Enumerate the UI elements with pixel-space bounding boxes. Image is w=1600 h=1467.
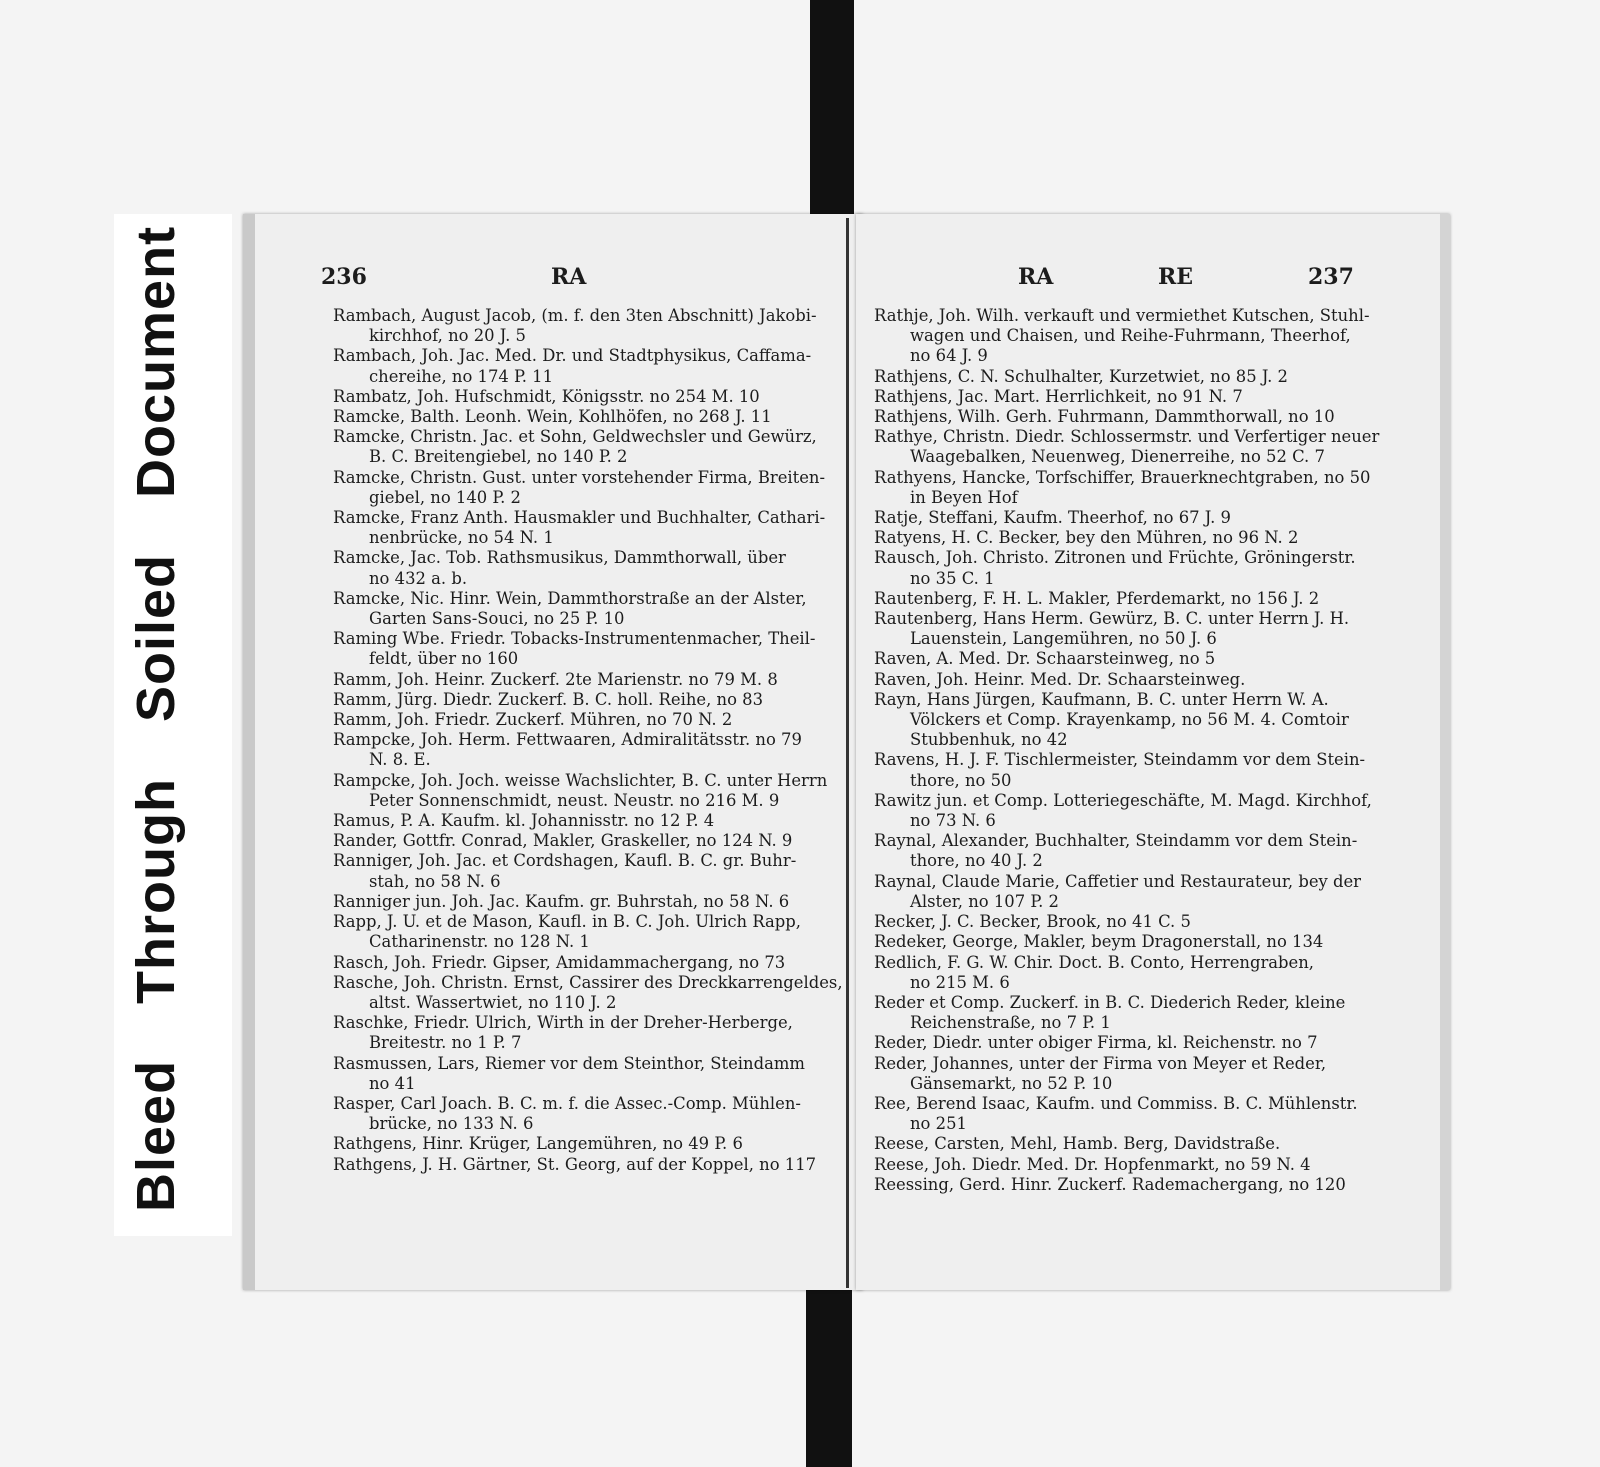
directory-entry — [333, 710, 851, 730]
entry-continuation-line: brücke, no 133 N. 6 — [369, 1114, 534, 1134]
directory-entry — [333, 730, 851, 770]
right-page — [856, 214, 1450, 1290]
entry-line: Ramcke, Nic. Hinr. Wein, Dammthorstraße an der Alster, — [333, 588, 807, 608]
entry-line: Rathje, Joh. Wilh. verkauft und vermiethet Kutschen, Stuhl- — [874, 306, 1370, 325]
entry-line: Raming Wbe. Friedr. Tobacks-Instrumentenmacher, Theil- — [333, 629, 816, 649]
directory-entry — [333, 973, 851, 1013]
entry-continuation-line: Alster, no 107 P. 2 — [910, 891, 1059, 911]
entry-line: Recker, J. C. Becker, Brook, no 41 C. 5 — [874, 912, 1191, 932]
entry-line: Ree, Berend Isaac, Kaufm. und Commiss. B. C. Mühlenstr. — [874, 1093, 1358, 1113]
directory-entry — [874, 609, 1386, 649]
entry-line: Rathjens, Jac. Mart. Herrlichkeit, no 91 N. 7 — [874, 386, 1243, 406]
entry-line: Rasper, Carl Joach. B. C. m. f. die Assec.-Comp. Mühlen- — [333, 1093, 801, 1113]
directory-entry — [333, 589, 851, 629]
directory-entry — [874, 387, 1386, 407]
directory-entry — [333, 831, 851, 851]
entry-continuation-line: wagen und Chaisen, und Reihe-Fuhrmann, Theerhof, — [910, 326, 1351, 346]
entry-continuation-line: giebel, no 140 P. 2 — [369, 487, 521, 507]
entry-continuation-line: no 41 — [369, 1073, 416, 1093]
entry-line: Ranniger jun. Joh. Jac. Kaufm. gr. Buhrstah, no 58 N. 6 — [333, 891, 790, 911]
entry-continuation-line: B. C. Breitengiebel, no 140 P. 2 — [369, 447, 628, 467]
side-label-word: Bleed — [126, 1059, 186, 1212]
directory-entry — [874, 791, 1386, 831]
entry-line: Reder, Diedr. unter obiger Firma, kl. Reichenstr. no 7 — [874, 1033, 1318, 1053]
entry-line: Rapp, J. U. et de Mason, Kaufl. in B. C. Joh. Ulrich Rapp, — [333, 912, 802, 932]
directory-entry — [874, 367, 1386, 387]
entry-line: Ramcke, Christn. Gust. unter vorstehender Firma, Breiten- — [333, 467, 826, 487]
entry-continuation-line: feldt, über no 160 — [369, 649, 519, 669]
entry-line: Rasche, Joh. Christn. Ernst, Cassirer des Dreckkarrengeldes, — [333, 972, 843, 992]
directory-entry — [333, 1134, 851, 1154]
directory-entry — [874, 953, 1386, 993]
entry-continuation-line: Peter Sonnenschmidt, neust. Neustr. no 216 M. 9 — [369, 790, 780, 810]
page-number: 237 — [1308, 264, 1354, 290]
entry-continuation-line: no 35 C. 1 — [910, 568, 995, 588]
directory-entry — [874, 932, 1386, 952]
entry-line: Rathyens, Hancke, Torfschiffer, Brauerknechtgraben, no 50 — [874, 467, 1371, 487]
directory-entry — [874, 548, 1386, 588]
directory-entry — [333, 690, 851, 710]
directory-entry — [333, 892, 851, 912]
entry-line: Raschke, Friedr. Ulrich, Wirth in der Dreher-Herberge, — [333, 1013, 793, 1033]
entry-line: Raven, A. Med. Dr. Schaarsteinweg, no 5 — [874, 649, 1216, 669]
entry-list — [874, 306, 1386, 1195]
entry-continuation-line: stah, no 58 N. 6 — [369, 871, 501, 891]
entry-line: Raven, Joh. Heinr. Med. Dr. Schaarsteinweg. — [874, 669, 1246, 689]
directory-entry — [333, 407, 851, 427]
entry-continuation-line: altst. Wassertwiet, no 110 J. 2 — [369, 992, 617, 1012]
entry-line: Ramcke, Franz Anth. Hausmakler und Buchhalter, Cathari- — [333, 508, 826, 528]
entry-line: Rasmussen, Lars, Riemer vor dem Steinthor, Steindamm — [333, 1053, 805, 1073]
directory-entry — [874, 1134, 1386, 1154]
entry-line: Rambatz, Joh. Hufschmidt, Königsstr. no 254 M. 10 — [333, 386, 760, 406]
entry-continuation-line: in Beyen Hof — [910, 487, 1018, 507]
directory-entry — [333, 771, 851, 811]
directory-entry — [333, 468, 851, 508]
entry-line: Rathjens, C. N. Schulhalter, Kurzetwiet, no 85 J. 2 — [874, 366, 1288, 386]
entry-line: Raynal, Claude Marie, Caffetier und Restaurateur, bey der — [874, 871, 1362, 891]
directory-entry — [333, 508, 851, 548]
directory-entry — [333, 387, 851, 407]
entry-line: Rathgens, J. H. Gärtner, St. Georg, auf der Koppel, no 117 — [333, 1154, 817, 1174]
directory-entry — [333, 953, 851, 973]
entry-line: Rasch, Joh. Friedr. Gipser, Amidammachergang, no 73 — [333, 952, 786, 972]
entry-line: Rampcke, Joh. Herm. Fettwaaren, Admiralitätsstr. no 79 — [333, 730, 802, 750]
entry-line: Reder et Comp. Zuckerf. in B. C. Diederich Reder, kleine — [874, 992, 1346, 1012]
entry-line: Ratyens, H. C. Becker, bey den Mühren, no 96 N. 2 — [874, 528, 1299, 548]
directory-entry — [874, 1094, 1386, 1134]
directory-entry — [874, 750, 1386, 790]
running-head: RE — [1158, 264, 1194, 290]
entry-line: Raynal, Alexander, Buchhalter, Steindamm vor dem Stein- — [874, 831, 1358, 851]
entry-continuation-line: Breitestr. no 1 P. 7 — [369, 1033, 522, 1053]
entry-continuation-line: Waagebalken, Neuenweg, Dienerreihe, no 52 C. 7 — [910, 447, 1325, 467]
directory-entry — [333, 629, 851, 669]
entry-continuation-line: nenbrücke, no 54 N. 1 — [369, 528, 554, 548]
entry-line: Rayn, Hans Jürgen, Kaufmann, B. C. unter Herrn W. A. — [874, 689, 1329, 709]
entry-continuation-line: thore, no 40 J. 2 — [910, 851, 1043, 871]
directory-entry — [333, 1094, 851, 1134]
entry-line: Ranniger, Joh. Jac. et Cordshagen, Kaufl. B. C. gr. Buhr- — [333, 851, 797, 871]
entry-line: Rautenberg, Hans Herm. Gewürz, B. C. unter Herrn J. H. — [874, 609, 1350, 629]
entry-continuation-line: no 73 N. 6 — [910, 811, 996, 831]
entry-continuation-line: Völckers et Comp. Krayenkamp, no 56 M. 4. Comtoir — [910, 710, 1349, 730]
directory-entry — [333, 346, 851, 386]
directory-entry — [874, 912, 1386, 932]
page-gutter — [846, 218, 849, 1288]
entry-continuation-line: thore, no 50 — [910, 770, 1012, 790]
entry-line: Reessing, Gerd. Hinr. Zuckerf. Rademachergang, no 120 — [874, 1174, 1346, 1194]
directory-entry — [874, 508, 1386, 528]
directory-entry — [874, 407, 1386, 427]
side-label-word: Through — [126, 778, 186, 1004]
directory-entry — [333, 1155, 851, 1175]
directory-entry — [333, 1054, 851, 1094]
entry-line: Ramm, Joh. Heinr. Zuckerf. 2te Marienstr. no 79 M. 8 — [333, 669, 778, 689]
directory-entry — [874, 1033, 1386, 1053]
directory-entry — [874, 306, 1386, 367]
directory-entry — [333, 912, 851, 952]
directory-entry — [874, 872, 1386, 912]
entry-line: Rander, Gottfr. Conrad, Makler, Graskeller, no 124 N. 9 — [333, 831, 793, 851]
directory-entry — [333, 1013, 851, 1053]
running-head: RA — [1018, 264, 1054, 290]
entry-continuation-line: no 251 — [910, 1114, 967, 1134]
entry-continuation-line: no 215 M. 6 — [910, 972, 1010, 992]
entry-line: Redeker, George, Makler, beym Dragonerstall, no 134 — [874, 932, 1324, 952]
entry-continuation-line: no 64 J. 9 — [910, 346, 988, 366]
entry-line: Ramus, P. A. Kaufm. kl. Johannisstr. no 12 P. 4 — [333, 811, 715, 831]
directory-entry — [874, 831, 1386, 871]
entry-line: Rausch, Joh. Christo. Zitronen und Früchte, Gröningerstr. — [874, 548, 1356, 568]
entry-continuation-line: Lauenstein, Langemühren, no 50 J. 6 — [910, 629, 1217, 649]
entry-line: Ravens, H. J. F. Tischlermeister, Steindamm vor dem Stein- — [874, 750, 1366, 770]
directory-entry — [874, 468, 1386, 508]
entry-line: Ramcke, Jac. Tob. Rathsmusikus, Dammthorwall, über — [333, 548, 786, 568]
entry-line: Ramm, Jürg. Diedr. Zuckerf. B. C. holl. Reihe, no 83 — [333, 689, 764, 709]
side-label-word: Soiled — [126, 553, 186, 722]
entry-continuation-line: Garten Sans-Souci, no 25 P. 10 — [369, 609, 625, 629]
directory-entry — [874, 1054, 1386, 1094]
entry-continuation-line: Reichenstraße, no 7 P. 1 — [910, 1013, 1111, 1033]
directory-entry — [874, 649, 1386, 669]
entry-line: Reese, Carsten, Mehl, Hamb. Berg, Davidstraße. — [874, 1134, 1281, 1154]
entry-line: Rawitz jun. et Comp. Lotteriegeschäfte, M. Magd. Kirchhof, — [874, 790, 1372, 810]
entry-line: Ramm, Joh. Friedr. Zuckerf. Mühren, no 70 N. 2 — [333, 710, 733, 730]
directory-entry — [333, 306, 851, 346]
entry-continuation-line: chereihe, no 174 P. 11 — [369, 366, 554, 386]
entry-continuation-line: Catharinenstr. no 128 N. 1 — [369, 932, 590, 952]
left-page — [243, 214, 863, 1290]
entry-continuation-line: N. 8. E. — [369, 750, 431, 770]
directory-entry — [333, 811, 851, 831]
entry-line: Rampcke, Joh. Joch. weisse Wachslichter, B. C. unter Herrn — [333, 770, 828, 790]
running-head: RA — [551, 264, 587, 290]
entry-line: Rautenberg, F. H. L. Makler, Pferdemarkt, no 156 J. 2 — [874, 588, 1320, 608]
directory-entry — [333, 851, 851, 891]
entry-line: Rathjens, Wilh. Gerh. Fuhrmann, Dammthorwall, no 10 — [874, 407, 1335, 427]
entry-line: Ramcke, Christn. Jac. et Sohn, Geldwechsler und Gewürz, — [333, 427, 817, 447]
side-label — [125, 170, 187, 1212]
entry-continuation-line: kirchhof, no 20 J. 5 — [369, 326, 526, 346]
entry-line: Ratje, Steffani, Kaufm. Theerhof, no 67 J. 9 — [874, 508, 1231, 528]
directory-entry — [874, 670, 1386, 690]
entry-continuation-line: Stubbenhuk, no 42 — [910, 730, 1068, 750]
directory-entry — [874, 993, 1386, 1033]
directory-entry — [333, 548, 851, 588]
entry-continuation-line: no 432 a. b. — [369, 568, 468, 588]
entry-continuation-line: Gänsemarkt, no 52 P. 10 — [910, 1073, 1113, 1093]
entry-line: Redlich, F. G. W. Chir. Doct. B. Conto, Herrengraben, — [874, 952, 1315, 972]
entry-line: Reese, Joh. Diedr. Med. Dr. Hopfenmarkt, no 59 N. 4 — [874, 1154, 1311, 1174]
binder-clip-bottom — [806, 1282, 852, 1467]
entry-line: Rathgens, Hinr. Krüger, Langemühren, no 49 P. 6 — [333, 1134, 743, 1154]
side-label-word: Document — [126, 225, 186, 498]
entry-line: Rathye, Christn. Diedr. Schlossermstr. und Verfertiger neuer — [874, 427, 1380, 447]
entry-line: Ramcke, Balth. Leonh. Wein, Kohlhöfen, no 268 J. 11 — [333, 407, 772, 427]
directory-entry — [874, 690, 1386, 751]
directory-entry — [874, 1175, 1386, 1195]
entry-list — [333, 306, 851, 1175]
page-number: 236 — [321, 264, 367, 290]
entry-line: Rambach, August Jacob, (m. f. den 3ten Abschnitt) Jakobi- — [333, 306, 817, 325]
directory-entry — [333, 427, 851, 467]
directory-entry — [874, 528, 1386, 548]
directory-entry — [333, 670, 851, 690]
directory-entry — [874, 589, 1386, 609]
entry-line: Reder, Johannes, unter der Firma von Meyer et Reder, — [874, 1053, 1327, 1073]
directory-entry — [874, 1155, 1386, 1175]
directory-entry — [874, 427, 1386, 467]
entry-line: Rambach, Joh. Jac. Med. Dr. und Stadtphysikus, Caffama- — [333, 346, 812, 366]
binder-clip-top — [810, 0, 854, 222]
